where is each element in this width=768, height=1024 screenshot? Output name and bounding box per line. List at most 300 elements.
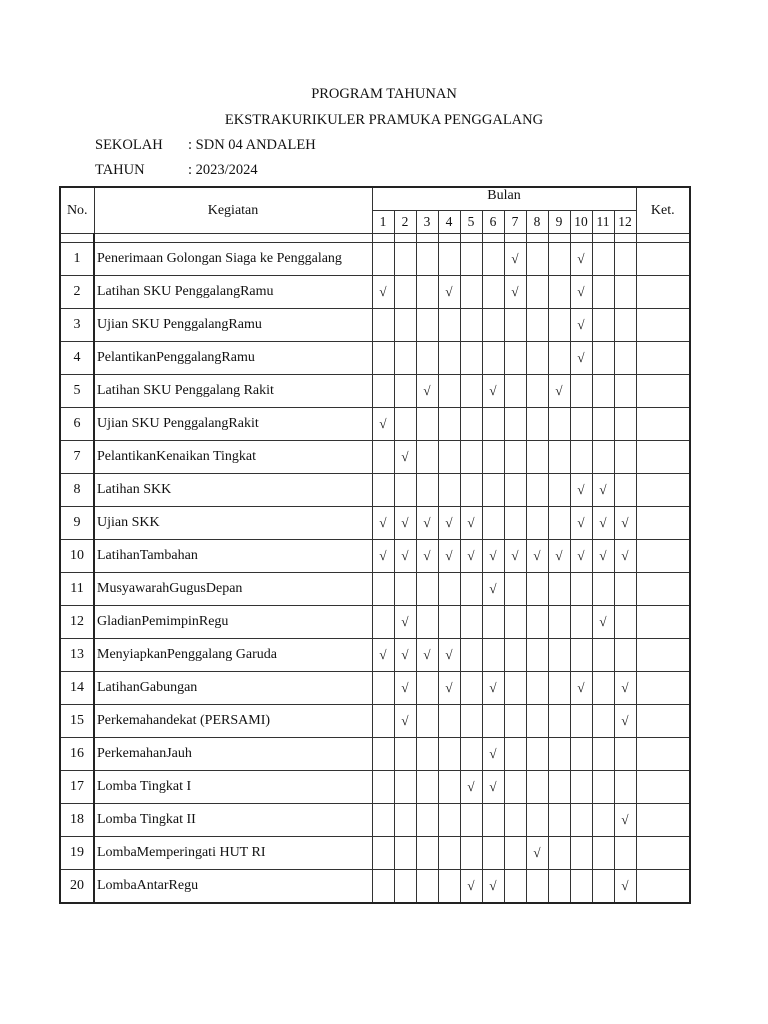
month-cell-10 xyxy=(570,408,592,441)
row-number: 19 xyxy=(60,837,94,870)
table-row xyxy=(60,573,690,606)
month-cell-5 xyxy=(460,870,482,904)
month-header-6: 6 xyxy=(482,211,504,234)
header-month-group: Bulan xyxy=(372,187,636,211)
month-cell-11 xyxy=(592,639,614,672)
month-cell-10 xyxy=(570,837,592,870)
month-header-8: 8 xyxy=(526,211,548,234)
month-cell-9 xyxy=(548,375,570,408)
check-mark: √ xyxy=(533,845,541,860)
month-cell-9 xyxy=(548,309,570,342)
check-mark: √ xyxy=(511,251,519,266)
note-cell xyxy=(636,639,690,672)
month-cell-12 xyxy=(614,474,636,507)
month-cell-7 xyxy=(504,375,526,408)
check-mark: √ xyxy=(423,548,431,563)
row-number: 13 xyxy=(60,639,94,672)
month-cell-7 xyxy=(504,639,526,672)
month-cell-2 xyxy=(394,441,416,474)
month-cell-2 xyxy=(394,639,416,672)
month-cell-10 xyxy=(570,738,592,771)
month-cell-9 xyxy=(548,738,570,771)
month-cell-9 xyxy=(548,243,570,276)
month-cell-2 xyxy=(394,705,416,738)
row-number: 16 xyxy=(60,738,94,771)
month-cell-3 xyxy=(416,309,438,342)
check-mark: √ xyxy=(401,680,409,695)
table-row xyxy=(60,738,690,771)
month-cell-10 xyxy=(570,606,592,639)
month-cell-7 xyxy=(504,672,526,705)
month-cell-12 xyxy=(614,342,636,375)
note-cell xyxy=(636,573,690,606)
check-mark: √ xyxy=(555,383,563,398)
month-cell-5 xyxy=(460,771,482,804)
check-mark: √ xyxy=(423,647,431,662)
month-cell-1 xyxy=(372,309,394,342)
table-row xyxy=(60,639,690,672)
month-cell-3 xyxy=(416,606,438,639)
month-cell-8 xyxy=(526,309,548,342)
month-cell-6 xyxy=(482,375,504,408)
check-mark: √ xyxy=(577,548,585,563)
month-cell-7 xyxy=(504,540,526,573)
month-cell-11 xyxy=(592,573,614,606)
month-cell-2 xyxy=(394,606,416,639)
month-cell-4 xyxy=(438,606,460,639)
month-cell-4 xyxy=(438,870,460,904)
check-mark: √ xyxy=(511,284,519,299)
month-cell-12 xyxy=(614,705,636,738)
month-cell-6 xyxy=(482,672,504,705)
month-cell-12 xyxy=(614,573,636,606)
month-cell-9 xyxy=(548,474,570,507)
table-row xyxy=(60,606,690,639)
row-number: 17 xyxy=(60,771,94,804)
month-cell-2 xyxy=(394,342,416,375)
check-mark: √ xyxy=(533,548,541,563)
activity-name: Latihan SKU Penggalang Rakit xyxy=(94,375,372,408)
check-mark: √ xyxy=(599,482,607,497)
month-cell-9 xyxy=(548,870,570,904)
month-cell-1 xyxy=(372,738,394,771)
month-cell-10 xyxy=(570,804,592,837)
row-number: 12 xyxy=(60,606,94,639)
month-cell-1 xyxy=(372,804,394,837)
month-cell-7 xyxy=(504,243,526,276)
month-cell-3 xyxy=(416,474,438,507)
month-cell-1 xyxy=(372,276,394,309)
month-cell-8 xyxy=(526,870,548,904)
activity-name: PerkemahanJauh xyxy=(94,738,372,771)
header-activity: Kegiatan xyxy=(94,187,372,234)
note-cell xyxy=(636,804,690,837)
month-cell-9 xyxy=(548,705,570,738)
month-cell-11 xyxy=(592,375,614,408)
month-cell-6 xyxy=(482,309,504,342)
month-cell-11 xyxy=(592,474,614,507)
check-mark: √ xyxy=(621,548,629,563)
check-mark: √ xyxy=(621,878,629,893)
month-cell-4 xyxy=(438,507,460,540)
month-cell-10 xyxy=(570,441,592,474)
month-cell-8 xyxy=(526,771,548,804)
activity-name: Lomba Tingkat II xyxy=(94,804,372,837)
month-cell-4 xyxy=(438,276,460,309)
activity-name: MusyawarahGugusDepan xyxy=(94,573,372,606)
month-cell-6 xyxy=(482,771,504,804)
month-cell-3 xyxy=(416,672,438,705)
month-cell-11 xyxy=(592,276,614,309)
month-cell-6 xyxy=(482,804,504,837)
month-cell-12 xyxy=(614,738,636,771)
activity-rows xyxy=(60,243,690,904)
activity-name: Latihan SKK xyxy=(94,474,372,507)
month-cell-10 xyxy=(570,276,592,309)
month-cell-9 xyxy=(548,276,570,309)
note-cell xyxy=(636,771,690,804)
school-value: : SDN 04 ANDALEH xyxy=(188,137,316,153)
row-number: 15 xyxy=(60,705,94,738)
month-cell-12 xyxy=(614,771,636,804)
activity-name: PelantikanPenggalangRamu xyxy=(94,342,372,375)
month-cell-9 xyxy=(548,837,570,870)
month-cell-3 xyxy=(416,573,438,606)
month-cell-11 xyxy=(592,771,614,804)
month-cell-9 xyxy=(548,771,570,804)
month-cell-4 xyxy=(438,408,460,441)
activity-name: LombaMemperingati HUT RI xyxy=(94,837,372,870)
month-cell-3 xyxy=(416,408,438,441)
month-cell-11 xyxy=(592,804,614,837)
month-cell-5 xyxy=(460,837,482,870)
month-cell-5 xyxy=(460,342,482,375)
month-cell-1 xyxy=(372,837,394,870)
month-cell-1 xyxy=(372,408,394,441)
month-cell-6 xyxy=(482,441,504,474)
month-header-2: 2 xyxy=(394,211,416,234)
month-cell-10 xyxy=(570,573,592,606)
check-mark: √ xyxy=(489,581,497,596)
month-cell-1 xyxy=(372,705,394,738)
note-cell xyxy=(636,474,690,507)
month-cell-6 xyxy=(482,705,504,738)
check-mark: √ xyxy=(577,515,585,530)
month-cell-11 xyxy=(592,606,614,639)
month-cell-3 xyxy=(416,540,438,573)
month-cell-7 xyxy=(504,441,526,474)
month-cell-11 xyxy=(592,672,614,705)
row-number: 14 xyxy=(60,672,94,705)
activity-name: Lomba Tingkat I xyxy=(94,771,372,804)
month-cell-3 xyxy=(416,738,438,771)
note-cell xyxy=(636,606,690,639)
note-cell xyxy=(636,408,690,441)
row-number: 7 xyxy=(60,441,94,474)
month-cell-12 xyxy=(614,441,636,474)
month-cell-4 xyxy=(438,804,460,837)
month-cell-2 xyxy=(394,870,416,904)
check-mark: √ xyxy=(489,779,497,794)
month-cell-7 xyxy=(504,870,526,904)
check-mark: √ xyxy=(445,515,453,530)
month-cell-10 xyxy=(570,870,592,904)
month-cell-1 xyxy=(372,342,394,375)
check-mark: √ xyxy=(423,383,431,398)
note-cell xyxy=(636,672,690,705)
month-header-3: 3 xyxy=(416,211,438,234)
month-cell-8 xyxy=(526,540,548,573)
month-cell-6 xyxy=(482,837,504,870)
month-cell-8 xyxy=(526,672,548,705)
month-cell-7 xyxy=(504,837,526,870)
month-cell-2 xyxy=(394,771,416,804)
table-row xyxy=(60,375,690,408)
month-header-1: 1 xyxy=(372,211,394,234)
check-mark: √ xyxy=(489,746,497,761)
month-header-10: 10 xyxy=(570,211,592,234)
check-mark: √ xyxy=(489,878,497,893)
month-cell-12 xyxy=(614,870,636,904)
month-cell-12 xyxy=(614,243,636,276)
month-cell-5 xyxy=(460,507,482,540)
month-cell-10 xyxy=(570,705,592,738)
month-cell-11 xyxy=(592,705,614,738)
month-cell-2 xyxy=(394,474,416,507)
month-cell-8 xyxy=(526,276,548,309)
table-row xyxy=(60,342,690,375)
check-mark: √ xyxy=(379,548,387,563)
check-mark: √ xyxy=(379,284,387,299)
check-mark: √ xyxy=(489,383,497,398)
row-number: 6 xyxy=(60,408,94,441)
month-cell-12 xyxy=(614,540,636,573)
table-row xyxy=(60,705,690,738)
month-cell-3 xyxy=(416,804,438,837)
month-cell-5 xyxy=(460,276,482,309)
activity-name: Perkemahandekat (PERSAMI) xyxy=(94,705,372,738)
note-cell xyxy=(636,342,690,375)
note-cell xyxy=(636,276,690,309)
check-mark: √ xyxy=(401,449,409,464)
row-number: 4 xyxy=(60,342,94,375)
month-cell-1 xyxy=(372,639,394,672)
month-cell-5 xyxy=(460,441,482,474)
activity-name: LatihanGabungan xyxy=(94,672,372,705)
month-cell-3 xyxy=(416,771,438,804)
check-mark: √ xyxy=(445,284,453,299)
month-cell-4 xyxy=(438,540,460,573)
month-cell-5 xyxy=(460,705,482,738)
note-cell xyxy=(636,837,690,870)
school-label: SEKOLAH xyxy=(95,137,163,153)
month-cell-1 xyxy=(372,870,394,904)
activity-name: GladianPemimpinRegu xyxy=(94,606,372,639)
month-cell-4 xyxy=(438,474,460,507)
row-number: 8 xyxy=(60,474,94,507)
month-cell-2 xyxy=(394,408,416,441)
month-cell-2 xyxy=(394,507,416,540)
month-cell-5 xyxy=(460,474,482,507)
month-cell-7 xyxy=(504,606,526,639)
month-cell-5 xyxy=(460,672,482,705)
month-cell-12 xyxy=(614,309,636,342)
month-cell-6 xyxy=(482,540,504,573)
check-mark: √ xyxy=(401,515,409,530)
check-mark: √ xyxy=(489,548,497,563)
activity-name: LombaAntarRegu xyxy=(94,870,372,904)
month-cell-6 xyxy=(482,870,504,904)
note-cell xyxy=(636,375,690,408)
month-cell-9 xyxy=(548,507,570,540)
month-cell-10 xyxy=(570,474,592,507)
month-cell-9 xyxy=(548,573,570,606)
activity-name: PelantikanKenaikan Tingkat xyxy=(94,441,372,474)
row-number: 5 xyxy=(60,375,94,408)
month-cell-3 xyxy=(416,441,438,474)
activity-name: Penerimaan Golongan Siaga ke Penggalang xyxy=(94,243,372,276)
table-row xyxy=(60,870,690,904)
month-cell-8 xyxy=(526,474,548,507)
month-cell-7 xyxy=(504,342,526,375)
month-cell-9 xyxy=(548,408,570,441)
month-header-9: 9 xyxy=(548,211,570,234)
month-cell-2 xyxy=(394,837,416,870)
month-cell-1 xyxy=(372,672,394,705)
check-mark: √ xyxy=(599,515,607,530)
check-mark: √ xyxy=(401,713,409,728)
month-cell-12 xyxy=(614,672,636,705)
month-cell-11 xyxy=(592,243,614,276)
check-mark: √ xyxy=(599,614,607,629)
month-cell-9 xyxy=(548,342,570,375)
check-mark: √ xyxy=(577,284,585,299)
month-cell-6 xyxy=(482,342,504,375)
note-cell xyxy=(636,309,690,342)
month-cell-4 xyxy=(438,309,460,342)
month-cell-3 xyxy=(416,705,438,738)
month-cell-3 xyxy=(416,639,438,672)
check-mark: √ xyxy=(577,482,585,497)
month-cell-10 xyxy=(570,375,592,408)
check-mark: √ xyxy=(621,680,629,695)
note-cell xyxy=(636,243,690,276)
month-cell-5 xyxy=(460,375,482,408)
month-cell-8 xyxy=(526,441,548,474)
month-cell-5 xyxy=(460,738,482,771)
month-cell-8 xyxy=(526,243,548,276)
check-mark: √ xyxy=(467,515,475,530)
month-cell-3 xyxy=(416,375,438,408)
month-cell-4 xyxy=(438,639,460,672)
header-no: No. xyxy=(60,187,94,234)
month-cell-2 xyxy=(394,804,416,837)
month-cell-2 xyxy=(394,573,416,606)
month-cell-6 xyxy=(482,276,504,309)
note-cell xyxy=(636,870,690,904)
table-row xyxy=(60,243,690,276)
month-cell-6 xyxy=(482,639,504,672)
month-cell-1 xyxy=(372,474,394,507)
month-cell-4 xyxy=(438,705,460,738)
row-number: 18 xyxy=(60,804,94,837)
month-cell-3 xyxy=(416,243,438,276)
month-cell-12 xyxy=(614,507,636,540)
activity-name: Ujian SKK xyxy=(94,507,372,540)
month-cell-3 xyxy=(416,837,438,870)
table-row xyxy=(60,276,690,309)
month-cell-1 xyxy=(372,507,394,540)
check-mark: √ xyxy=(555,548,563,563)
month-header-4: 4 xyxy=(438,211,460,234)
table-row xyxy=(60,408,690,441)
header-note: Ket. xyxy=(636,187,690,234)
month-cell-4 xyxy=(438,441,460,474)
check-mark: √ xyxy=(423,515,431,530)
row-number: 20 xyxy=(60,870,94,904)
month-cell-12 xyxy=(614,276,636,309)
month-cell-7 xyxy=(504,474,526,507)
month-cell-2 xyxy=(394,375,416,408)
month-cell-1 xyxy=(372,573,394,606)
check-mark: √ xyxy=(379,647,387,662)
month-cell-5 xyxy=(460,243,482,276)
check-mark: √ xyxy=(445,548,453,563)
month-cell-12 xyxy=(614,837,636,870)
month-cell-10 xyxy=(570,639,592,672)
check-mark: √ xyxy=(445,647,453,662)
month-cell-8 xyxy=(526,639,548,672)
month-cell-10 xyxy=(570,243,592,276)
month-cell-2 xyxy=(394,540,416,573)
year-line xyxy=(95,162,258,179)
note-cell xyxy=(636,507,690,540)
check-mark: √ xyxy=(577,680,585,695)
month-cell-5 xyxy=(460,309,482,342)
month-cell-10 xyxy=(570,771,592,804)
check-mark: √ xyxy=(379,515,387,530)
activity-name: Ujian SKU PenggalangRakit xyxy=(94,408,372,441)
table-row xyxy=(60,672,690,705)
month-cell-8 xyxy=(526,408,548,441)
row-number: 3 xyxy=(60,309,94,342)
month-cell-7 xyxy=(504,573,526,606)
table-row xyxy=(60,474,690,507)
month-cell-2 xyxy=(394,243,416,276)
row-number: 11 xyxy=(60,573,94,606)
month-header-11: 11 xyxy=(592,211,614,234)
month-cell-8 xyxy=(526,738,548,771)
month-cell-10 xyxy=(570,309,592,342)
activity-name: Ujian SKU PenggalangRamu xyxy=(94,309,372,342)
month-header-7: 7 xyxy=(504,211,526,234)
month-cell-3 xyxy=(416,276,438,309)
month-cell-4 xyxy=(438,243,460,276)
program-table xyxy=(59,186,691,904)
month-cell-2 xyxy=(394,276,416,309)
month-cell-4 xyxy=(438,573,460,606)
month-cell-2 xyxy=(394,738,416,771)
month-cell-6 xyxy=(482,573,504,606)
month-cell-12 xyxy=(614,639,636,672)
month-cell-6 xyxy=(482,243,504,276)
document-title: PROGRAM TAHUNAN xyxy=(311,86,457,102)
row-number: 9 xyxy=(60,507,94,540)
month-cell-7 xyxy=(504,705,526,738)
month-cell-11 xyxy=(592,408,614,441)
row-number: 1 xyxy=(60,243,94,276)
month-cell-5 xyxy=(460,606,482,639)
